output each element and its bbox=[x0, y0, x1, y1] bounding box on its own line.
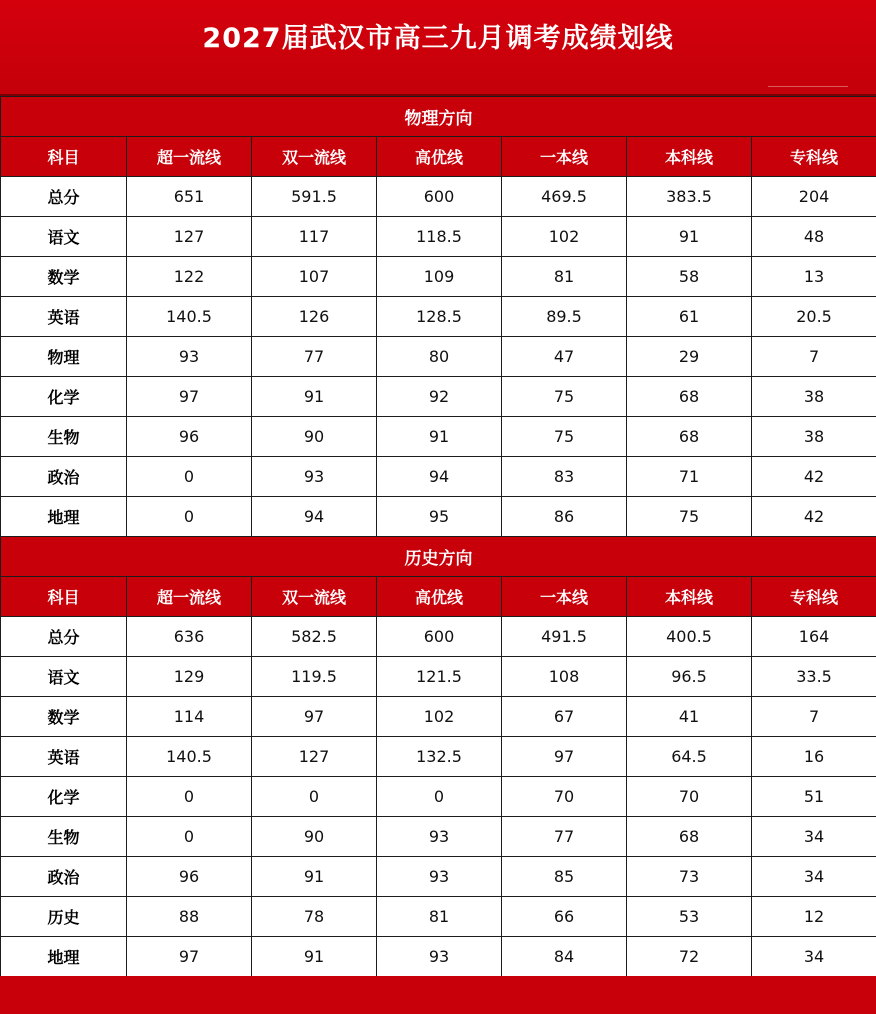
score-cell: 84 bbox=[502, 937, 627, 977]
score-cell: 109 bbox=[377, 257, 502, 297]
score-cell: 140.5 bbox=[127, 737, 252, 777]
score-cell: 16 bbox=[752, 737, 876, 777]
score-cell: 92 bbox=[377, 377, 502, 417]
score-cell: 20.5 bbox=[752, 297, 876, 337]
score-cell: 80 bbox=[377, 337, 502, 377]
section-header-row bbox=[1, 97, 876, 137]
score-cell: 64.5 bbox=[627, 737, 752, 777]
score-cell: 129 bbox=[127, 657, 252, 697]
score-cell: 70 bbox=[502, 777, 627, 817]
score-cell: 107 bbox=[252, 257, 377, 297]
score-cell: 95 bbox=[377, 497, 502, 537]
column-header: 双一流线 bbox=[252, 577, 377, 617]
table-row bbox=[1, 657, 876, 697]
table-row bbox=[1, 617, 876, 657]
score-cell: 119.5 bbox=[252, 657, 377, 697]
table-row bbox=[1, 897, 876, 937]
score-cell: 97 bbox=[252, 697, 377, 737]
score-cell: 83 bbox=[502, 457, 627, 497]
score-cell: 491.5 bbox=[502, 617, 627, 657]
section-header-row bbox=[1, 537, 876, 577]
score-cell: 93 bbox=[377, 857, 502, 897]
score-cell: 94 bbox=[252, 497, 377, 537]
score-cell: 600 bbox=[377, 617, 502, 657]
table-row bbox=[1, 737, 876, 777]
score-cell: 78 bbox=[252, 897, 377, 937]
table-row bbox=[1, 457, 876, 497]
score-cell: 34 bbox=[752, 937, 876, 977]
subject-cell: 政治 bbox=[1, 457, 127, 497]
score-cell: 118.5 bbox=[377, 217, 502, 257]
column-header: 一本线 bbox=[502, 137, 627, 177]
column-header-row bbox=[1, 577, 876, 617]
score-cell: 400.5 bbox=[627, 617, 752, 657]
score-cell: 41 bbox=[627, 697, 752, 737]
score-cell: 93 bbox=[127, 337, 252, 377]
column-header: 科目 bbox=[1, 577, 127, 617]
subject-cell: 地理 bbox=[1, 937, 127, 977]
score-cell: 75 bbox=[502, 377, 627, 417]
table-row bbox=[1, 697, 876, 737]
column-header: 一本线 bbox=[502, 577, 627, 617]
score-cell: 85 bbox=[502, 857, 627, 897]
score-cell: 71 bbox=[627, 457, 752, 497]
score-cell: 97 bbox=[127, 937, 252, 977]
score-cell: 96 bbox=[127, 417, 252, 457]
score-cell: 93 bbox=[252, 457, 377, 497]
score-cell: 81 bbox=[377, 897, 502, 937]
table-row bbox=[1, 377, 876, 417]
score-cell: 81 bbox=[502, 257, 627, 297]
score-cell: 91 bbox=[627, 217, 752, 257]
column-header-row bbox=[1, 137, 876, 177]
subject-cell: 总分 bbox=[1, 617, 127, 657]
score-cell: 140.5 bbox=[127, 297, 252, 337]
score-cell: 90 bbox=[252, 417, 377, 457]
subject-cell: 数学 bbox=[1, 257, 127, 297]
score-cell: 591.5 bbox=[252, 177, 377, 217]
score-cell: 53 bbox=[627, 897, 752, 937]
score-cell: 88 bbox=[127, 897, 252, 937]
table-row bbox=[1, 257, 876, 297]
score-cell: 34 bbox=[752, 817, 876, 857]
subject-cell: 英语 bbox=[1, 297, 127, 337]
score-cell: 108 bbox=[502, 657, 627, 697]
score-cell: 600 bbox=[377, 177, 502, 217]
score-cell: 122 bbox=[127, 257, 252, 297]
subject-cell: 物理 bbox=[1, 337, 127, 377]
score-cell: 90 bbox=[252, 817, 377, 857]
table-row bbox=[1, 217, 876, 257]
score-cell: 86 bbox=[502, 497, 627, 537]
score-cell: 636 bbox=[127, 617, 252, 657]
subject-cell: 历史 bbox=[1, 897, 127, 937]
score-cell: 73 bbox=[627, 857, 752, 897]
score-cell: 68 bbox=[627, 377, 752, 417]
score-cell: 7 bbox=[752, 697, 876, 737]
score-cell: 47 bbox=[502, 337, 627, 377]
score-cell: 91 bbox=[252, 377, 377, 417]
score-cell: 51 bbox=[752, 777, 876, 817]
score-cell: 128.5 bbox=[377, 297, 502, 337]
table-row bbox=[1, 297, 876, 337]
score-cell: 127 bbox=[127, 217, 252, 257]
subject-cell: 政治 bbox=[1, 857, 127, 897]
score-cell: 121.5 bbox=[377, 657, 502, 697]
column-header: 本科线 bbox=[627, 577, 752, 617]
score-cell: 72 bbox=[627, 937, 752, 977]
score-cell: 58 bbox=[627, 257, 752, 297]
column-header: 专科线 bbox=[752, 137, 876, 177]
score-cell: 38 bbox=[752, 377, 876, 417]
score-cell: 42 bbox=[752, 457, 876, 497]
subject-cell: 总分 bbox=[1, 177, 127, 217]
column-header: 高优线 bbox=[377, 137, 502, 177]
history-table bbox=[0, 536, 876, 977]
score-cell: 12 bbox=[752, 897, 876, 937]
page-title: 2027届武汉市高三九月调考成绩划线 bbox=[202, 23, 674, 54]
table-row bbox=[1, 337, 876, 377]
column-header: 双一流线 bbox=[252, 137, 377, 177]
subject-cell: 生物 bbox=[1, 817, 127, 857]
subject-cell: 语文 bbox=[1, 217, 127, 257]
score-cell: 93 bbox=[377, 817, 502, 857]
score-cell: 91 bbox=[252, 937, 377, 977]
score-cell: 33.5 bbox=[752, 657, 876, 697]
score-cell: 61 bbox=[627, 297, 752, 337]
score-cell: 97 bbox=[502, 737, 627, 777]
column-header: 高优线 bbox=[377, 577, 502, 617]
score-cell: 102 bbox=[377, 697, 502, 737]
column-header: 科目 bbox=[1, 137, 127, 177]
score-cell: 132.5 bbox=[377, 737, 502, 777]
score-cell: 68 bbox=[627, 417, 752, 457]
table-row bbox=[1, 497, 876, 537]
score-cell: 93 bbox=[377, 937, 502, 977]
banner-divider bbox=[768, 86, 848, 87]
score-cell: 383.5 bbox=[627, 177, 752, 217]
score-cell: 582.5 bbox=[252, 617, 377, 657]
table-row bbox=[1, 857, 876, 897]
column-header: 超一流线 bbox=[127, 137, 252, 177]
score-cell: 38 bbox=[752, 417, 876, 457]
table-row bbox=[1, 777, 876, 817]
score-cell: 29 bbox=[627, 337, 752, 377]
score-cell: 0 bbox=[377, 777, 502, 817]
score-cell: 117 bbox=[252, 217, 377, 257]
table-row bbox=[1, 817, 876, 857]
score-cell: 13 bbox=[752, 257, 876, 297]
score-cell: 91 bbox=[377, 417, 502, 457]
score-cell: 0 bbox=[127, 777, 252, 817]
score-cell: 34 bbox=[752, 857, 876, 897]
score-cell: 0 bbox=[127, 497, 252, 537]
score-cell: 0 bbox=[127, 817, 252, 857]
score-cell: 0 bbox=[252, 777, 377, 817]
score-cell: 75 bbox=[502, 417, 627, 457]
score-cell: 77 bbox=[502, 817, 627, 857]
subject-cell: 数学 bbox=[1, 697, 127, 737]
section-heading: 历史方向 bbox=[1, 537, 876, 577]
score-cell: 0 bbox=[127, 457, 252, 497]
score-cell: 96 bbox=[127, 857, 252, 897]
score-cell: 126 bbox=[252, 297, 377, 337]
score-cell: 94 bbox=[377, 457, 502, 497]
score-cell: 42 bbox=[752, 497, 876, 537]
section-heading: 物理方向 bbox=[1, 97, 876, 137]
title-banner bbox=[0, 0, 876, 96]
score-cell: 75 bbox=[627, 497, 752, 537]
score-cell: 102 bbox=[502, 217, 627, 257]
subject-cell: 语文 bbox=[1, 657, 127, 697]
score-cell: 89.5 bbox=[502, 297, 627, 337]
table-row bbox=[1, 177, 876, 217]
score-cell: 204 bbox=[752, 177, 876, 217]
subject-cell: 地理 bbox=[1, 497, 127, 537]
score-cell: 67 bbox=[502, 697, 627, 737]
subject-cell: 生物 bbox=[1, 417, 127, 457]
subject-cell: 化学 bbox=[1, 777, 127, 817]
score-cell: 114 bbox=[127, 697, 252, 737]
table-row bbox=[1, 417, 876, 457]
score-cell: 66 bbox=[502, 897, 627, 937]
subject-cell: 英语 bbox=[1, 737, 127, 777]
column-header: 专科线 bbox=[752, 577, 876, 617]
score-cell: 77 bbox=[252, 337, 377, 377]
score-cell: 91 bbox=[252, 857, 377, 897]
score-cell: 48 bbox=[752, 217, 876, 257]
subject-cell: 化学 bbox=[1, 377, 127, 417]
physics-table bbox=[0, 96, 876, 537]
table-row bbox=[1, 937, 876, 977]
footer-bar bbox=[0, 976, 876, 1014]
score-cell: 7 bbox=[752, 337, 876, 377]
score-cell: 70 bbox=[627, 777, 752, 817]
score-cell: 164 bbox=[752, 617, 876, 657]
score-cell: 651 bbox=[127, 177, 252, 217]
score-cell: 127 bbox=[252, 737, 377, 777]
column-header: 超一流线 bbox=[127, 577, 252, 617]
score-cell: 469.5 bbox=[502, 177, 627, 217]
score-cell: 96.5 bbox=[627, 657, 752, 697]
score-cell: 68 bbox=[627, 817, 752, 857]
column-header: 本科线 bbox=[627, 137, 752, 177]
score-cell: 97 bbox=[127, 377, 252, 417]
